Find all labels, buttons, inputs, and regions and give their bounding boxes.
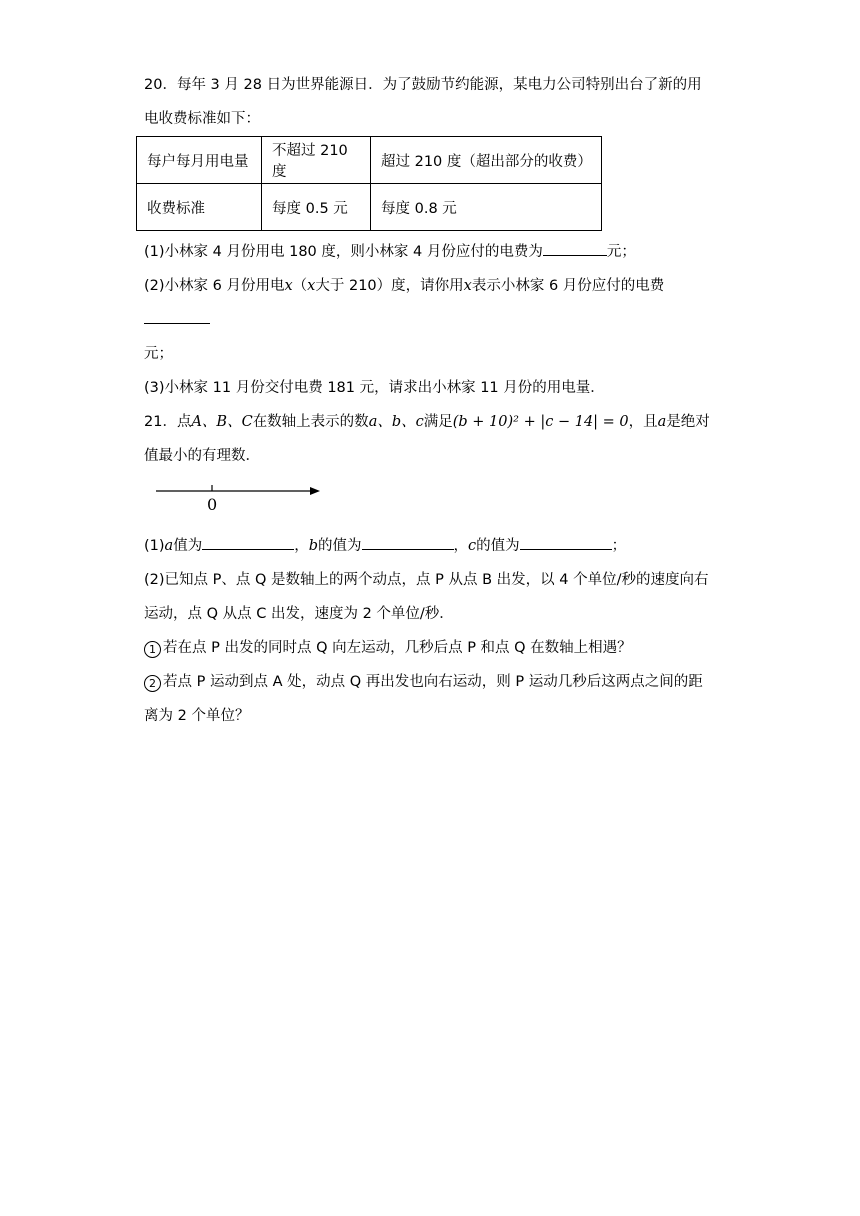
arrow-icon	[310, 487, 320, 495]
math-var: x	[307, 278, 316, 294]
q21-part1-text: 的值为	[318, 538, 362, 554]
math-var: x	[284, 278, 293, 294]
math-points: A、B、C	[191, 414, 253, 430]
q21-intro-text: 满足	[423, 414, 453, 430]
q21-sub1	[144, 631, 720, 665]
q20-part1-end: 元；	[606, 244, 636, 260]
table-cell: 超过 210 度（超出部分的收费）	[371, 137, 602, 184]
math-var: a	[657, 414, 667, 430]
answer-blank[interactable]	[362, 533, 454, 550]
q21-sub2-text: 若点 P 运动到点 A 处，动点 Q 再出发也向右运动，则 P 运动几秒后这两点之间的距	[163, 674, 703, 690]
table-row	[137, 184, 602, 231]
q20-intro	[144, 68, 720, 102]
math-formula: (b + 10)² + |c − 14| = 0	[452, 414, 629, 430]
number-line-diagram	[154, 473, 324, 529]
circled-number: 2	[144, 675, 161, 692]
q21-intro-text: 在数轴上表示的数	[252, 414, 369, 430]
answer-blank[interactable]	[202, 533, 294, 550]
math-var: c	[468, 538, 477, 554]
separator: ，	[294, 538, 309, 554]
q21-intro-text: 点	[176, 414, 192, 430]
q21-sub2-line2: 离为 2 个单位？	[144, 708, 250, 724]
q21-intro-text: ，且	[628, 414, 658, 430]
number-line	[154, 473, 720, 529]
table-row	[137, 137, 602, 184]
fee-table	[136, 136, 602, 231]
q21-part1-text: 的值为	[476, 538, 520, 554]
table-cell: 每度 0.5 元	[262, 184, 371, 231]
q20-number: 20．	[144, 77, 177, 93]
q20-intro-line2: 电收费标准如下：	[144, 111, 260, 127]
table-cell: 收费标准	[137, 184, 262, 231]
circled-number: 1	[144, 641, 161, 658]
paren: （	[292, 278, 308, 294]
q21-intro	[144, 405, 720, 439]
q20-intro-line1: 每年 3 月 28 日为世界能源日．为了鼓励节约能源，某电力公司特别出台了新的用	[176, 77, 702, 93]
table-cell: 不超过 210 度	[262, 137, 371, 184]
separator: ；	[611, 538, 627, 554]
q20-part1-text: (1)小林家 4 月份用电 180 度，则小林家 4 月份应付的电费为	[144, 244, 543, 260]
paren: ）	[376, 278, 392, 294]
exam-page	[144, 68, 720, 733]
math-var: a	[164, 538, 174, 554]
q20-part2-text: (2)小林家 6 月份用电	[144, 278, 285, 294]
q21-intro-line2: 值最小的有理数．	[144, 448, 260, 464]
q21-part1-prefix: (1)	[144, 538, 165, 554]
q20-part2-text: 大于 210	[315, 278, 377, 294]
answer-blank[interactable]	[520, 533, 612, 550]
q21-intro-text: 是绝对	[666, 414, 710, 430]
q20-part1	[144, 235, 720, 269]
q20-part2	[144, 269, 720, 337]
q20-part2-text: 度，请你用	[391, 278, 464, 294]
q21-sub2	[144, 665, 720, 699]
q21-part2-line1: (2)已知点 P、点 Q 是数轴上的两个动点，点 P 从点 B 出发，以 4 个单位/秒的速度向右	[144, 572, 709, 588]
answer-blank[interactable]	[144, 307, 210, 324]
math-var: b	[308, 538, 318, 554]
math-var: x	[463, 278, 472, 294]
q21-sub1-text: 若在点 P 出发的同时点 Q 向左运动，几秒后点 P 和点 Q 在数轴上相遇？	[163, 640, 632, 656]
q20-part2-text: 表示小林家 6 月份应付的电费	[471, 278, 665, 294]
q21-part1	[144, 529, 720, 563]
origin-label: 0	[207, 495, 218, 514]
table-cell: 每度 0.8 元	[371, 184, 602, 231]
q21-part2-line2: 运动，点 Q 从点 C 出发，速度为 2 个单位/秒．	[144, 606, 454, 622]
table-cell: 每户每月用电量	[137, 137, 262, 184]
q20-part3: (3)小林家 11 月份交付电费 181 元，请求出小林家 11 月份的用电量．	[144, 380, 605, 396]
math-vars: a、b、c	[368, 414, 424, 430]
q20-part2-end: 元；	[144, 346, 173, 362]
answer-blank[interactable]	[543, 239, 607, 256]
q21-number: 21．	[144, 414, 177, 430]
q21-part1-text: 值为	[173, 538, 203, 554]
separator: ，	[453, 538, 468, 554]
